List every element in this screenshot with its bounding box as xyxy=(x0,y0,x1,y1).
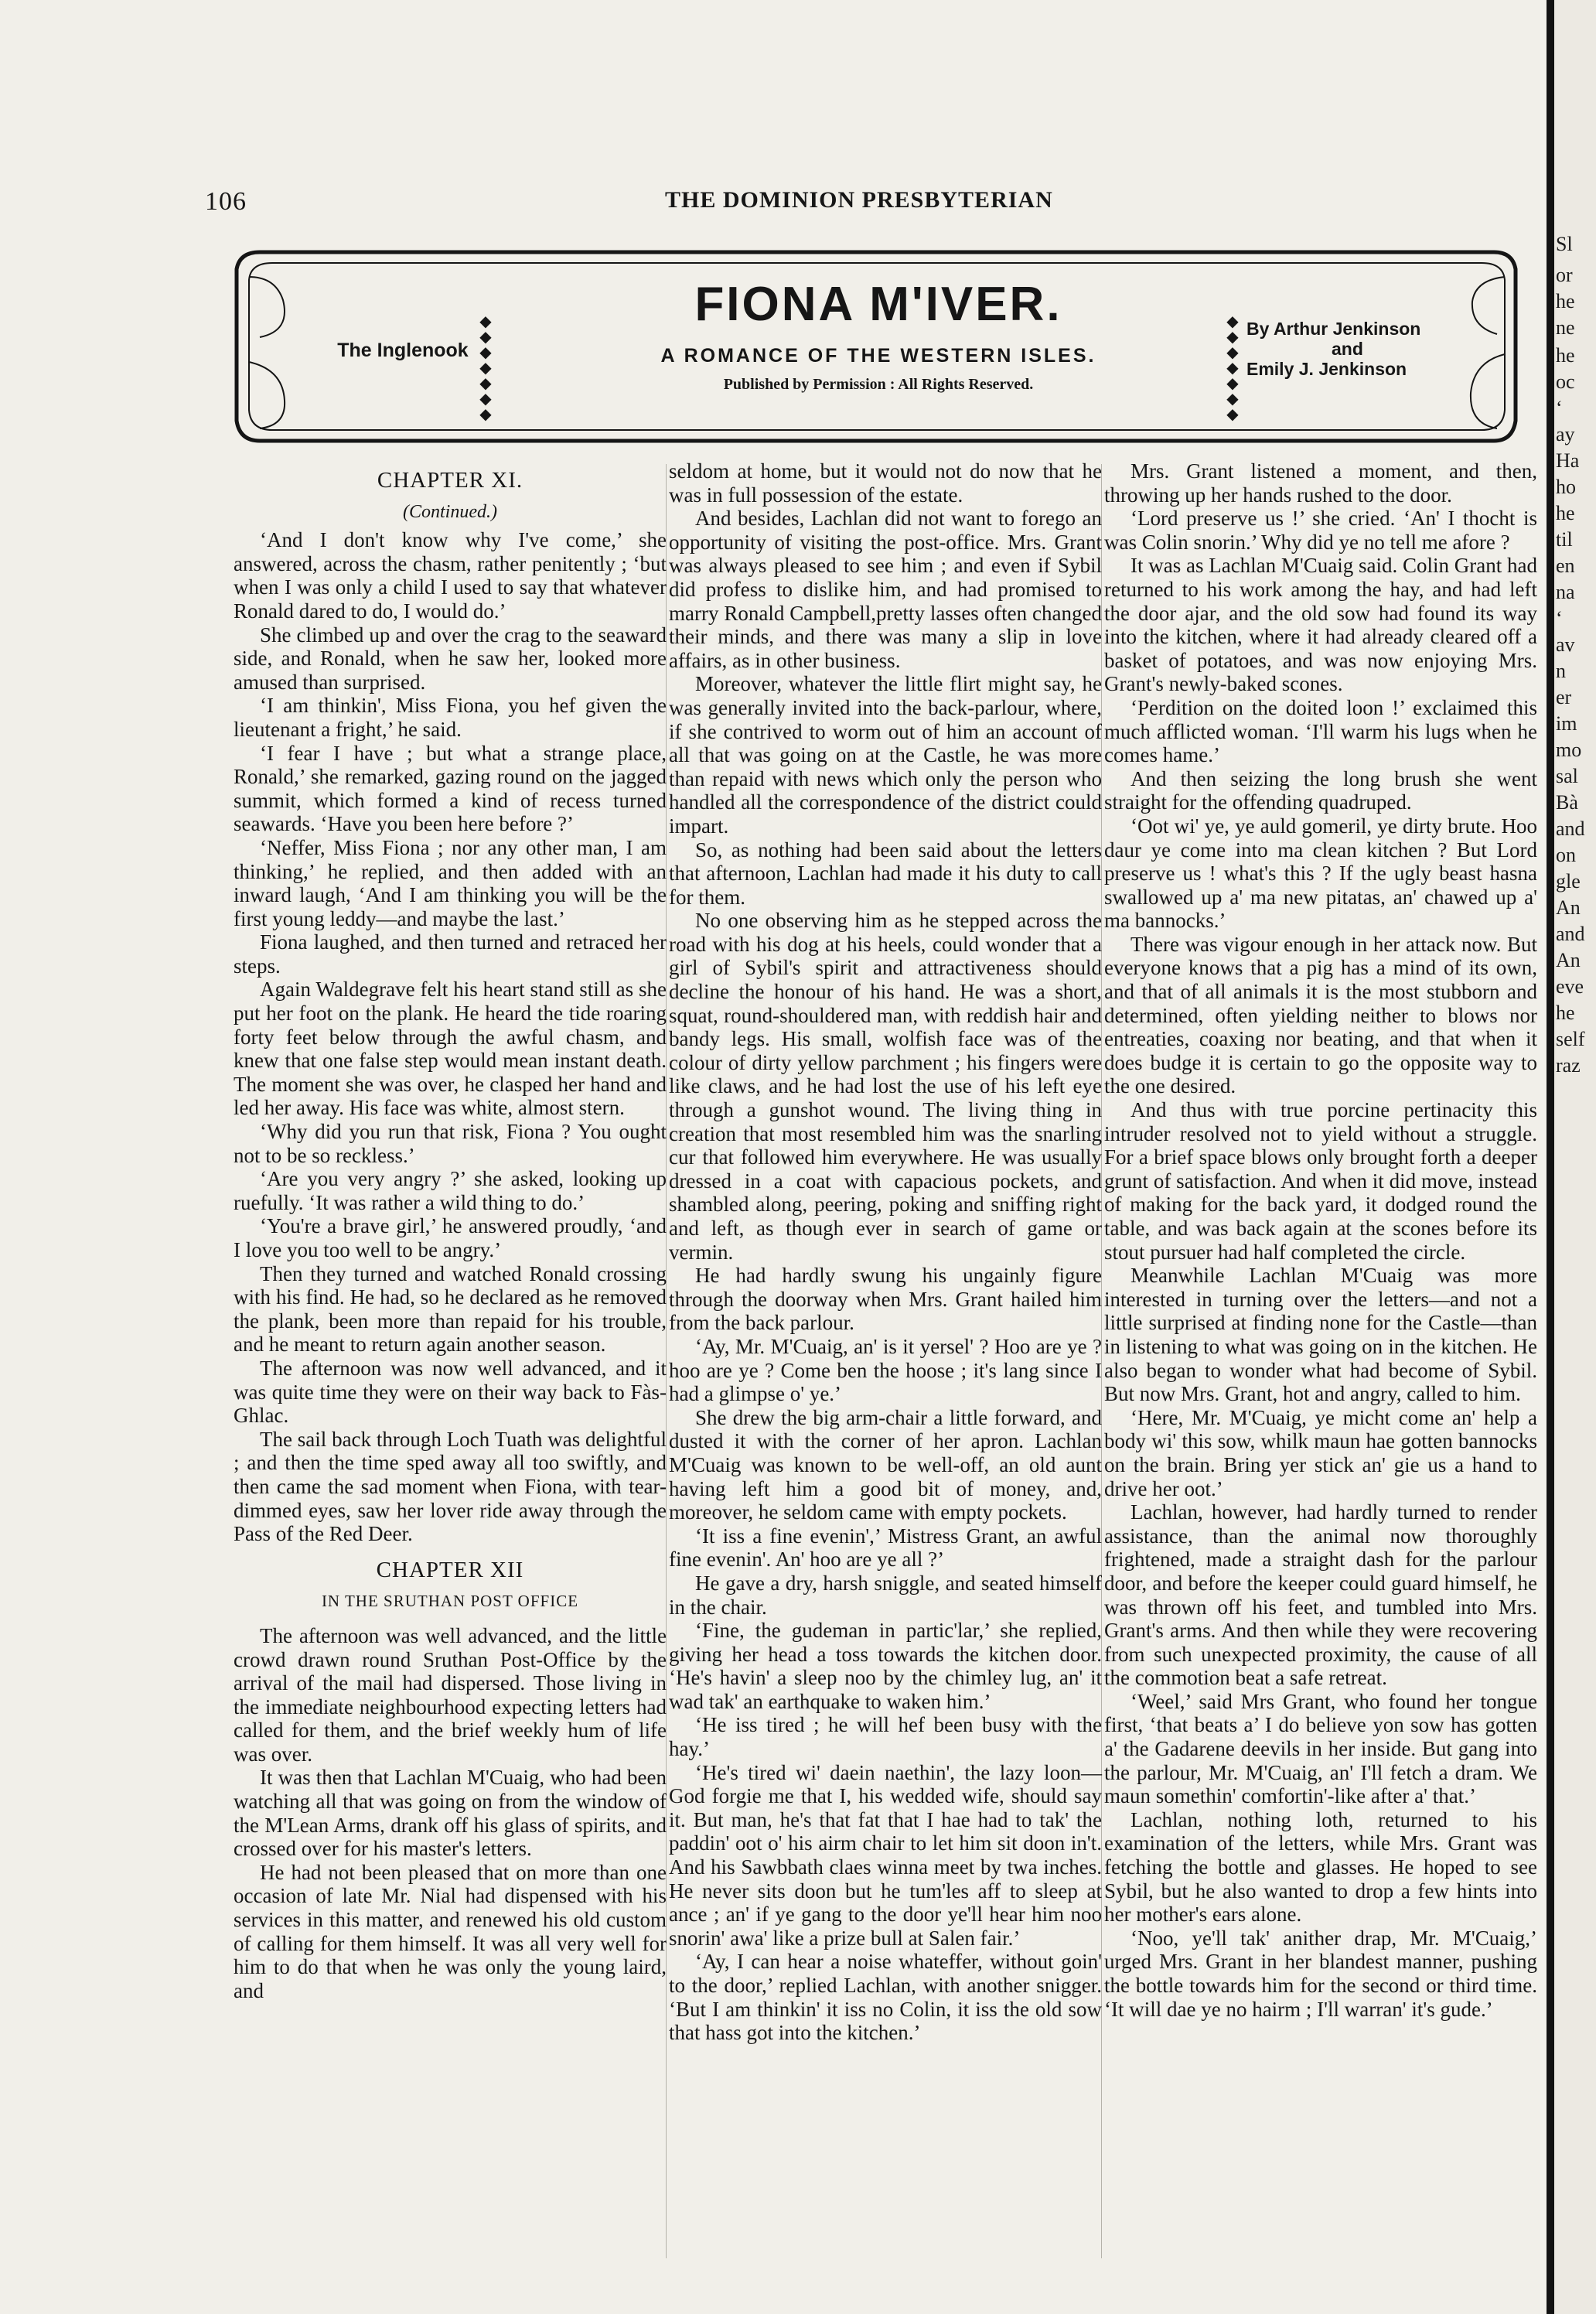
edge-fragment: im xyxy=(1556,712,1577,735)
paragraph: ‘Ay, I can hear a noise whateffer, without goin' to the door,’ replied Lachlan, with another snigger. ‘But I am thinkin' it iss no Colin, it iss the old sow that hass got into the kitchen.’ xyxy=(669,1950,1102,2045)
edge-fragment: eve xyxy=(1556,975,1584,998)
paragraph: ‘You're a brave girl,’ he answered proudly, ‘and I love you too well to be angry.’ xyxy=(234,1214,667,1261)
paragraph: No one observing him as he stepped across the road with his dog at his heels, could wonder that a girl of Sybil's spirit and attractiveness should decline the honour of his hand. He was a short, squat, round-shouldered man, with reddish hair and bandy legs. His small, wolfish face was of the colour of dirty yellow parchment ; his fingers were like claws, and he had lost the use of his left eye through a gunshot wound. The living thing in creation that most resembled him was the snarling cur that followed him everywhere. He was usually dressed in a coat with capacious pockets, and shambled along, peering, poking and sniffing right and left, as though ever in search of game or vermin. xyxy=(669,909,1102,1264)
paragraph: It was then that Lachlan M'Cuaig, who had been watching all that was going on from the window of the M'Lean Arms, drank off his glass of spirits, and crossed over for his master's letters. xyxy=(234,1766,667,1861)
paragraph: Meanwhile Lachlan M'Cuaig was more interested in turning over the letters—and not a little surprised at finding none for the Castle—than in listening to what was going on in the kitchen. He also began to wonder what had become of Sybil. But now Mrs. Grant, hot and angry, called to him. xyxy=(1104,1264,1537,1406)
paragraph: Then they turned and watched Ronald crossing with his find. He had, so he declared as he removed the plank, been more than repaid for his trouble, and he meant to return again another season. xyxy=(234,1261,667,1357)
paragraph: He had not been pleased that on more than one occasion of late Mr. Nial had dispensed with his services in this matter, and renewed his old custom of calling for them himself. It was all very well for him to do that when he was only the young laird, and xyxy=(234,1860,667,2002)
edge-fragment: ‘ xyxy=(1556,397,1563,419)
rights-notice: Published by Permission : All Rights Reserved. xyxy=(723,376,1034,393)
author-line-1: By Arthur Jenkinson xyxy=(1246,319,1421,339)
paragraph: Moreover, whatever the little flirt might say, he was generally invited into the back-parlour, where, if she contrived to worm out of him an account of all that was going on at the Castle, he was more than repaid with news which only the person who handled all the correspondence of the district could impart. xyxy=(669,672,1102,838)
edge-fragment: or xyxy=(1556,264,1573,286)
paragraph: And besides, Lachlan did not want to forego an opportunity of visiting the post-office. Mrs. Grant was always pleased to see him ; and even if Sybil did profess to dislike him, and had promised to marry Ronald Campbell,pretty lasses often changed their minds, and there was many a slip in love affairs, as in other business. xyxy=(669,507,1102,672)
paragraph: ‘Ay, Mr. M'Cuaig, an' is it yersel' ? Hoo are ye ? hoo are ye ? Come ben the hoose ; it's lang since I had a glimpse o' ye.’ xyxy=(669,1334,1102,1406)
edge-fragment: til xyxy=(1556,528,1573,551)
paragraph: He had hardly swung his ungainly figure through the doorway when Mrs. Grant hailed him from the back parlour. xyxy=(669,1264,1102,1335)
edge-fragment: en xyxy=(1556,555,1575,577)
paragraph: There was vigour enough in her attack now. But everyone knows that a pig has a mind of its own, and that of all animals it is the most stubborn and determined, often yielding neither to blows nor entreaties, coaxing nor beating, and that when it does budge it is certain to go the opposite way to the one desired. xyxy=(1104,932,1537,1098)
paragraph: She climbed up and over the crag to the seaward side, and Ronald, when he saw her, looked more amused than surprised. xyxy=(234,623,667,694)
edge-fragment: and xyxy=(1556,817,1585,840)
paragraph: ‘Weel,’ said Mrs Grant, who found her tongue first, ‘that beats a’ I do believe yon sow has gotten a' the Gadarene deevils in her inside. But gang into the parlour, Mr. M'Cuaig, an' I'll fetch a dram. We maun somethin' comfortin'-like after a' that.’ xyxy=(1104,1689,1537,1808)
paragraph: The afternoon was well advanced, and the little crowd drawn round Sruthan Post-Office by the arrival of the mail had dispersed. Those living in the immediate neighbourhood expecting letters had called for them, and the brief weekly hum of life was over. xyxy=(234,1623,667,1766)
paragraph: ‘Neffer, Miss Fiona ; nor any other man, I am thinking,’ he replied, and then added with an inward laugh, ‘And I am thinking you will be the first young leddy—and maybe the last.’ xyxy=(234,835,667,930)
edge-fragment: sal xyxy=(1556,765,1578,787)
paragraph: ‘I fear I have ; but what a strange place, Ronald,’ she remarked, gazing round on the jagged summit, which formed a kind of recess turned seawards. ‘Have you been here before ?’ xyxy=(234,741,667,836)
paragraph: ‘Here, Mr. M'Cuaig, ye micht come an' help a body wi' this sow, whilk maun hae gotten bannocks on the brain. Bring yer stick an' gie us a hand to drive her oot.’ xyxy=(1104,1405,1537,1500)
page-number: 106 xyxy=(205,187,247,216)
edge-fragment: n xyxy=(1556,660,1566,682)
paragraph: Lachlan, however, had hardly turned to render assistance, than the animal now thoroughly frightened, made a straight dash for the parlour door, and before the keeper could guard himself, he was thrown off his feet, and tumbled into Mrs. Grant's arms. And then while they were recovering from such unexpected proximity, the cause of all the commotion beat a safe retreat. xyxy=(1104,1500,1537,1690)
edge-fragment: Ha xyxy=(1556,449,1580,472)
paragraph: ‘Why did you run that risk, Fiona ? You ought not to be so reckless.’ xyxy=(234,1120,667,1167)
paragraph: Again Waldegrave felt his heart stand still as she put her foot on the plank. He heard the tide roaring forty feet below through the awful chasm, and knew that one false step would mean instant death. The moment she was over, he clasped her hand and led her away. His face was white, almost stern. xyxy=(234,978,667,1120)
edge-fragment: An xyxy=(1556,949,1581,971)
paragraph: He gave a dry, harsh sniggle, and seated himself in the chair. xyxy=(669,1571,1102,1619)
chapter-heading: CHAPTER XI. xyxy=(377,468,523,493)
text-column-2 xyxy=(669,459,1102,2045)
author-line-2: Emily J. Jenkinson xyxy=(1246,359,1407,379)
section-name: The Inglenook xyxy=(337,340,469,361)
paragraph: seldom at home, but it would not do now that he was in full possession of the estate. xyxy=(669,459,1102,507)
next-page-edge xyxy=(1554,0,1596,2314)
paragraph: ‘Are you very angry ?’ she asked, looking up ruefully. ‘It was rather a wild thing to do.’ xyxy=(234,1167,667,1214)
edge-fragment: An xyxy=(1556,896,1581,919)
story-title: FIONA M'IVER. xyxy=(694,278,1062,331)
paragraph: ‘It iss a fine evenin',’ Mistress Grant, an awful fine evenin'. An' hoo are ye all ?’ xyxy=(669,1524,1102,1572)
edge-fragment: he xyxy=(1556,290,1575,312)
author-credit xyxy=(1246,319,1478,379)
edge-fragment: ne xyxy=(1556,316,1575,339)
paragraph: ‘Lord preserve us !’ she cried. ‘An' I thocht is was Colin snorin.’ Why did ye no tell me afore ? xyxy=(1104,507,1537,554)
edge-fragment: ho xyxy=(1556,476,1576,498)
paragraph: ‘And I don't know why I've come,’ she answered, across the chasm, rather penitently ; ‘but when I was only a child I used to say that whatever Ronald dared to do, I would do.’ xyxy=(234,528,667,623)
paragraph: And thus with true porcine pertinacity this intruder resolved not to yield without a struggle. For a brief space blows only brought forth a deeper grunt of satisfaction. And when it did move, instead of making for the back yard, it dodged round the table, and was back again at the scones before its stout pursuer had half completed the circle. xyxy=(1104,1098,1537,1264)
paragraph: ‘Oot wi' ye, ye auld gomeril, ye dirty brute. Hoo daur ye come into ma clean kitchen ? But Lord preserve us ! what's this ? If the ugly beast hasna swallowed up a' ma new pitatas, an' chawed up a' ma bannocks.’ xyxy=(1104,814,1537,933)
chapter-title: IN THE SRUTHAN POST OFFICE xyxy=(321,1592,579,1611)
paragraph: ‘Noo, ye'll tak' anither drap, Mr. M'Cuaig,’ urged Mrs. Grant in her blandest manner, pushing the bottle towards him for the second or third time. ‘It will dae ye no hairm ; I'll warran' it's gude.’ xyxy=(1104,1926,1537,2021)
edge-fragment: he xyxy=(1556,1002,1575,1024)
paragraph: ‘He iss tired ; he will hef been busy with the hay.’ xyxy=(669,1713,1102,1761)
edge-fragment: oc xyxy=(1556,370,1575,393)
diamond-ornament-left: ◆ ◆ ◆ ◆ ◆ ◆ ◆ xyxy=(479,313,492,423)
edge-fragment: he xyxy=(1556,502,1575,524)
paragraph: ‘Fine, the gudeman in partic'lar,’ she replied, giving her head a toss towards the kitchen door. ‘He's havin' a sleep noo by the chimley lug, an' it wad tak' an earthquake to waken him.’ xyxy=(669,1619,1102,1713)
paragraph: ‘Perdition on the doited loon !’ exclaimed this much afflicted woman. ‘I'll warm his lugs when he comes hame.’ xyxy=(1104,695,1537,767)
edge-fragment: Sl xyxy=(1556,233,1573,255)
paragraph: Lachlan, nothing loth, returned to his examination of the letters, while Mrs. Grant was fetching the bottle and glasses. He hoped to see Sybil, but he also wanted to drop a few hints into her mother's ears alone. xyxy=(1104,1807,1537,1927)
paragraph: She drew the big arm-chair a little forward, and dusted it with the corner of her apron. Lachlan M'Cuaig was known to be well-off, an old aunt having left him a good bit of money, and, moreover, he seldom came with empty pockets. xyxy=(669,1405,1102,1524)
paragraph: Mrs. Grant listened a moment, and then, throwing up her hands rushed to the door. xyxy=(1104,459,1537,507)
paragraph: The afternoon was now well advanced, and it was quite time they were on their way back to Fàs-Ghlac. xyxy=(234,1356,667,1428)
edge-fragment: ay xyxy=(1556,423,1575,445)
paragraph: It was as Lachlan M'Cuaig said. Colin Grant had returned to his work among the hay, and had left the door ajar, and the old sow had found its way into the kitchen, where it had already cleared off a basket of potatoes, and was now enjoying Mrs. Grant's newly-baked scones. xyxy=(1104,554,1537,696)
continued-note: (Continued.) xyxy=(403,501,497,522)
paragraph: Fiona laughed, and then turned and retraced her steps. xyxy=(234,930,667,978)
edge-fragment: av xyxy=(1556,633,1575,656)
paragraph: ‘I am thinkin', Miss Fiona, you hef given the lieutenant a fright,’ he said. xyxy=(234,694,667,741)
paragraph: The sail back through Loch Tuath was delightful ; and then the time sped away all too swiftly, and then came the sad moment when Fiona, with tear-dimmed eyes, saw her lover ride away through the Pass of the Red Deer. xyxy=(234,1427,667,1546)
paragraph: ‘He's tired wi' daein naethin', the lazy loon—God forgie me that I, his wedded wife, should say it. But man, he's that fat that I hae had to tak' the paddin' oot o' his airm chair to let him sit doon in't. And his Sawbbath claes winna meet by twa inches. He never sits doon but he tum'les aff to sleep at ance ; an' if ye gang to the door ye'll hear him noo snorin' awa' like a prize bull at Salen fair.’ xyxy=(669,1760,1102,1950)
edge-fragment: raz xyxy=(1556,1054,1581,1077)
paragraph: So, as nothing had been said about the letters that afternoon, Lachlan had made it his duty to call for them. xyxy=(669,838,1102,909)
diamond-ornament-right: ◆ ◆ ◆ ◆ ◆ ◆ ◆ xyxy=(1226,313,1239,423)
edge-fragment: gle xyxy=(1556,870,1581,892)
author-conjunction: and xyxy=(1332,339,1363,359)
edge-fragment: mo xyxy=(1556,739,1582,761)
edge-fragment: and xyxy=(1556,923,1585,945)
chapter-heading: CHAPTER XII xyxy=(376,1557,524,1582)
story-subtitle: A ROMANCE OF THE WESTERN ISLES. xyxy=(660,345,1096,367)
edge-fragment: Bà xyxy=(1556,791,1578,814)
text-column-3 xyxy=(1104,459,1537,2021)
story-banner xyxy=(229,246,1525,447)
edge-fragment: he xyxy=(1556,344,1575,367)
edge-fragment: self xyxy=(1556,1028,1585,1050)
edge-fragment: on xyxy=(1556,844,1576,866)
edge-fragment: er xyxy=(1556,686,1572,708)
edge-fragment: na xyxy=(1556,581,1575,603)
running-head: THE DOMINION PRESBYTERIAN xyxy=(665,187,1053,213)
edge-fragment: ‘ xyxy=(1556,607,1563,630)
paragraph: And then seizing the long brush she went straight for the offending quadruped. xyxy=(1104,766,1537,814)
text-column-1 xyxy=(234,459,667,2002)
